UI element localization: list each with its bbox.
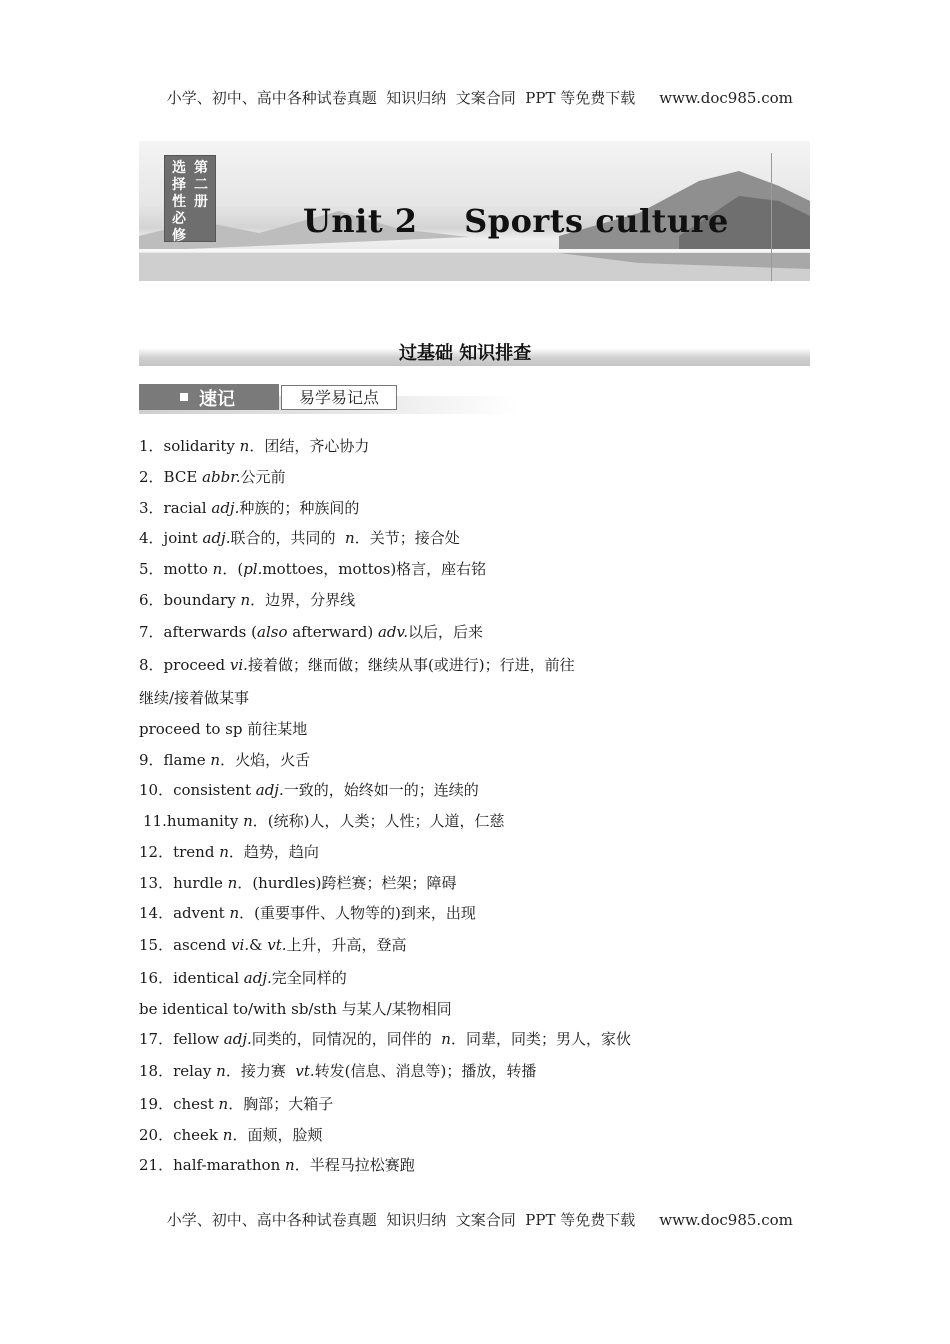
vocab-item-1: 1．solidarity n．团结，齐心协力 <box>139 437 370 455</box>
badge-column-1: 选择性必修 <box>172 160 186 244</box>
memo-label: 速记 <box>199 389 235 410</box>
memo-subtitle-box: 易学易记点 <box>281 385 397 410</box>
vocab-item-6: 6．boundary n．边界，分界线 <box>139 591 356 609</box>
vocab-item-10: 10．consistent adj.一致的，始终如一的；连续的 <box>139 781 479 799</box>
footer-site: www.doc985.com <box>659 1211 793 1229</box>
vocab-item-12: 12．trend n．趋势，趋向 <box>139 843 319 861</box>
header-text: 小学、初中、高中各种试卷真题 知识归纳 文案合同 PPT 等免费下载 <box>166 89 636 107</box>
vocab-phrase-8b: proceed to sp 前往某地 <box>139 720 308 738</box>
vocab-item-20: 20．cheek n．面颊，脸颊 <box>139 1126 323 1144</box>
badge-column-2: 第二册 <box>194 160 208 210</box>
book-badge <box>164 155 216 242</box>
vocab-item-17: 17．fellow adj.同类的，同情况的，同伴的 n．同辈，同类；男人，家伙 <box>139 1030 631 1048</box>
vocab-item-5: 5．motto n．(pl.mottoes，mottos)格言，座右铭 <box>139 560 487 578</box>
unit-title: Unit 2 Sports culture <box>303 202 729 240</box>
header-site: www.doc985.com <box>659 89 793 107</box>
vocab-item-16: 16．identical adj.完全同样的 <box>139 969 347 987</box>
vocab-item-8: 8．proceed vi.接着做；继而做；继续从事(或进行)；行进，前往 <box>139 656 575 674</box>
vocab-item-7: 7．afterwards (also afterward) adv.以后，后来 <box>139 623 484 641</box>
vocab-phrase-16a: be identical to/with sb/sth 与某人/某物相同 <box>139 1000 452 1018</box>
vocab-item-13: 13．hurdle n．(hurdles)跨栏赛；栏架；障碍 <box>139 874 457 892</box>
vocab-item-14: 14．advent n．(重要事件、人物等的)到来，出现 <box>139 904 476 922</box>
vocab-item-3: 3．racial adj.种族的；种族间的 <box>139 499 360 517</box>
vocab-item-21: 21．half-marathon n．半程马拉松赛跑 <box>139 1156 415 1174</box>
vocab-item-18: 18．relay n．接力赛 vt.转发(信息、消息等)；播放，转播 <box>139 1062 537 1080</box>
vocab-phrase-8a: 继续/接着做某事 <box>139 689 250 707</box>
vocab-item-11: 11.humanity n．(统称)人，人类；人性；人道，仁慈 <box>143 812 505 830</box>
page-footer <box>0 1191 950 1230</box>
vocab-item-9: 9．flame n．火焰，火舌 <box>139 751 311 769</box>
page-header <box>0 69 950 108</box>
vocab-item-19: 19．chest n．胸部；大箱子 <box>139 1095 334 1113</box>
footer-text: 小学、初中、高中各种试卷真题 知识归纳 文案合同 PPT 等免费下载 <box>166 1211 636 1229</box>
vocab-item-4: 4．joint adj.联合的，共同的 n．关节；接合处 <box>139 529 460 547</box>
vocab-item-2: 2．BCE abbr.公元前 <box>139 468 286 486</box>
square-bullet-icon <box>180 393 188 401</box>
section-title: 过基础 知识排查 <box>399 343 532 364</box>
vocab-item-15: 15．ascend vi.& vt.上升，升高，登高 <box>139 936 407 954</box>
